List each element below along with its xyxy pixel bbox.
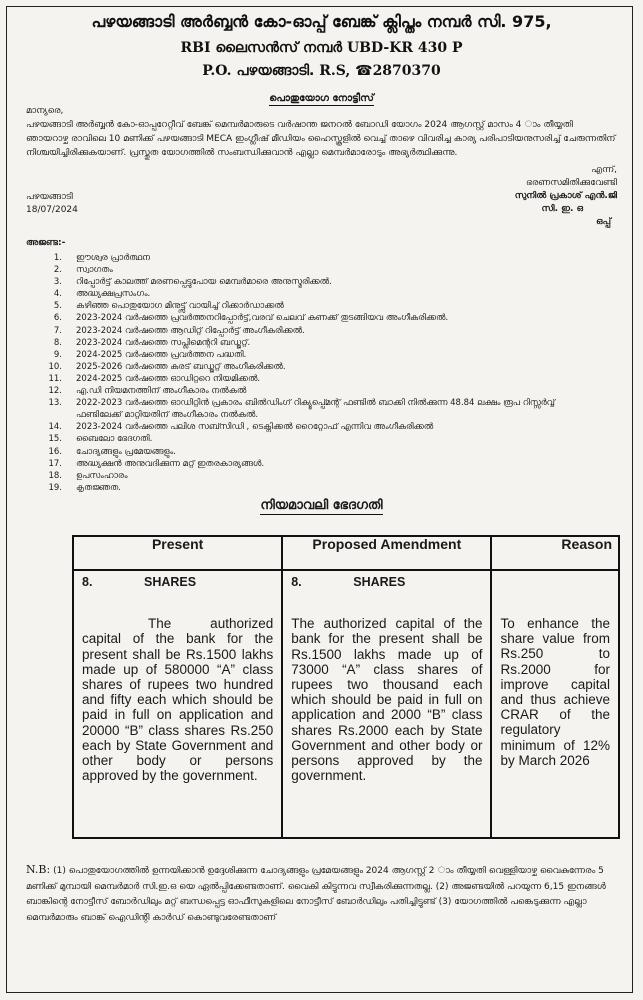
agenda-item-text: അദ്ധ്യക്ഷപ്രസംഗം. <box>76 289 151 300</box>
agenda-item-number: 1. <box>53 253 62 263</box>
phone-icon: ☎ <box>355 63 373 79</box>
bank-name: പഴയങ്ങാടി അർബ്ബൻ കോ-ഓപ്പ് ബേങ്ക് ക്ലിപ്തം നമ്പർ സി. 975, <box>91 12 552 31</box>
signer-designation: സി. ഇ. ഒ <box>541 204 583 214</box>
agenda-item <box>26 312 596 324</box>
signature-mark: ഒപ്പ് <box>596 217 611 227</box>
column-header-present: Present <box>73 536 282 570</box>
salutation: മാന്യരെ, <box>26 106 64 116</box>
license-line <box>0 40 643 56</box>
nb-note <box>26 862 616 926</box>
agenda-item-number: 7. <box>53 325 62 336</box>
nb-text: (1) പൊതുയോഗത്തിൽ ഉന്നയിക്കാൻ ഉദ്ദേശിക്കുന്ന ചോദ്യങ്ങളും പ്രമേയങ്ങളും 2024 ആഗസ്റ്റ് 2 ാം തീയ്യതി വെള്ളിയാഴ്ച വൈകുന്നേരം 5 മണിക്ക് മുമ്പായി മെമ്പർമാർ സി.ഇ.ഒ യെ ഏൽപ്പിക്കേണ്ടതാണ്. വൈകി കിട്ടുന്നവ സ്വീകരിക്കുന്നതല്ല. (2) അജണ്ടയിൽ പറയുന്ന 6,15 ഇനങ്ങൾ ബാങ്കിന്റെ നോട്ടീസ് ബോർഡിലും മറ്റ് ബന്ധപ്പെട്ട ഓഫീസുകളിലെ നോട്ടീസ് ബോർഡിലും പതിച്ചിട്ടുണ്ട് (3) യോഗത്തിൽ പങ്കെടുക്കുന്ന എല്ലാ മെമ്പർമാരും ബാങ്ക് ഐഡിന്റി കാർഡ് കൊണ്ടുവരേണ്ടതാണ് <box>26 866 606 923</box>
agenda-item-text: എ.ഡി നിയമനത്തിന് അംഗീകാരം നൽകൽ <box>76 386 247 397</box>
license-label: ലൈസൻസ് നമ്പർ <box>215 40 343 56</box>
agenda-item-text: 2023-2024 വർഷത്തെ പലിശ സബ്സിഡി , ടെക്നിക്കൽ റൈറ്റോഫ് എന്നിവ അംഗീകരിക്കൽ <box>76 422 434 433</box>
agenda-item <box>26 252 596 264</box>
column-header-reason: Reason <box>491 536 619 570</box>
section-heading: 8. SHARES <box>291 575 406 589</box>
agenda-item-text: ഈശ്വര പ്രാർത്ഥന <box>76 253 151 263</box>
agenda-list <box>26 252 596 494</box>
amendment-table <box>72 535 620 839</box>
agenda-item <box>26 470 596 482</box>
agenda-item-number: 19. <box>48 482 62 493</box>
date: 18/07/2024 <box>26 205 78 215</box>
agenda-item <box>26 446 596 458</box>
agenda-item-text: 2023-2024 വർഷത്തെ പ്രവർത്തനറിപ്പോർട്ട്,വരവ് ചെലവ് കണക്ക് തുടങ്ങിയവ അംഗീകരിക്കൽ. <box>76 313 449 324</box>
agenda-item-number: 6. <box>53 313 62 324</box>
agenda-item-text: സ്വാഗതം <box>76 265 113 276</box>
agenda-item-text: 2023-2024 വർഷത്തെ സപ്ലിമെന്ററി ബഡ്ജറ്റ്. <box>76 337 251 348</box>
agenda-item-text: കൃതജ്ഞത. <box>76 482 121 493</box>
reason-text: To enhance the share value from Rs.250 to Rs.2000 for improve capital and thus achieve CRAR of the regulatory minimum of 12% by March 2026 <box>500 616 610 768</box>
agenda-item-text: ഉപസംഹാരം <box>76 470 128 481</box>
agenda-item-text: 2025-2026 വർഷത്തെ കരട് ബഡ്ജറ്റ് അംഗീകരിക്കൽ. <box>76 361 286 372</box>
agenda-heading: അജണ്ട:- <box>26 238 66 248</box>
signature-line: എന്ന്, <box>591 165 617 175</box>
section-heading: 8. SHARES <box>82 575 197 589</box>
agenda-item <box>26 325 596 337</box>
agenda-item-number: 12. <box>48 386 62 397</box>
present-text: The authorized capital of the bank for the present shall be Rs.1500 lakhs made up of 580000 “A” class shares of rupees two hundred and fifty each which should be paid in full on application and 20000 “B” class shares Rs.250 each by State Government and other body or persons approved by the government. <box>82 616 274 784</box>
agenda-item-text: ബൈലോ ഭേദഗതി. <box>76 434 153 445</box>
agenda-item <box>26 482 596 494</box>
agenda-item-number: 4. <box>53 289 62 300</box>
agenda-item-number: 16. <box>48 446 62 457</box>
agenda-item-number: 10. <box>48 361 62 372</box>
rs-code: R.S, <box>319 63 351 79</box>
address-line <box>0 63 643 79</box>
agenda-item <box>26 349 596 361</box>
reason-cell <box>491 570 619 838</box>
agenda-item <box>26 300 596 312</box>
agenda-item-number: 9. <box>53 349 62 360</box>
agenda-item-text: കഴിഞ്ഞ പൊതുയോഗ മിനുട്ട്സ് വായിച്ച് റിക്കാർഡാക്കൽ <box>76 301 284 312</box>
agenda-item-text: 2022-2023 വർഷത്തെ ഓഡിറ്റിൻ പ്രകാരം ബിൽഡിംഗ് റിക്യൂപ്പ്മെന്റ് ഫണ്ടിൽ ബാക്കി നിൽക്കുന്ന 48.84 ലക്ഷം രൂപ റിസ്സർവ്വ് ഫണ്ടിലേക്ക് മാറ്റിയതിന് അംഗീകാരം നൽകൽ. <box>76 398 555 421</box>
agenda-item <box>26 264 596 276</box>
agenda-item-text: 2023-2024 വർഷത്തെ ആഡിറ്റ് റിപ്പോർട്ട് അംഗീകരിക്കൽ. <box>76 325 305 336</box>
agenda-item-text: അദ്ധ്യക്ഷൻ അനുവദിക്കുന്ന മറ്റ് ഇതരകാര്യങ്ങൾ. <box>76 458 265 469</box>
phone-number: 2870370 <box>372 63 441 79</box>
amendment-title: നിയമാവലി ഭേദഗതി <box>260 498 383 513</box>
present-cell <box>73 570 282 838</box>
agenda-item-number: 8. <box>53 337 62 348</box>
agenda-item-number: 13. <box>48 398 62 409</box>
table-header-row <box>73 536 619 570</box>
agenda-item-text: ചോദ്യങ്ങളും പ്രമേയങ്ങളും. <box>76 446 176 457</box>
agenda-item <box>26 421 596 433</box>
po-prefix: P.O. <box>202 63 232 79</box>
table-row <box>73 570 619 838</box>
agenda-item <box>26 361 596 373</box>
agenda-item-number: 5. <box>53 301 62 312</box>
signer-name: സുനിൽ പ്രകാശ് എൻ.ജി <box>514 191 617 201</box>
notice-title: പൊതുയോഗ നോട്ടീസ് <box>269 93 374 104</box>
agenda-item-text: റിപ്പോർട്ട് കാലത്ത് മരണപ്പെട്ടുപോയ മെമ്പർമാരെ അനുസ്മരിക്കൽ. <box>76 277 332 288</box>
proposed-text: The authorized capital of the bank for the present shall be Rs.1500 lakhs made up of 73000 “A” class shares of rupees two thousand each which should be paid in full on application and 2000 “B” class shares Rs.2000 each by State Government and other body or persons approved by the government. <box>291 616 483 784</box>
agenda-item <box>26 276 596 288</box>
agenda-item-number: 17. <box>48 458 62 469</box>
signature-block <box>417 164 617 229</box>
agenda-item-number: 2. <box>53 265 62 276</box>
agenda-item-text: 2024-2025 വർഷത്തെ ഓഡിറ്ററെ നിയമിക്കൽ. <box>76 373 261 384</box>
agenda-item <box>26 288 596 300</box>
license-number: UBD-KR 430 P <box>346 40 463 56</box>
po-place: പഴയങ്ങാടി. <box>236 63 315 79</box>
agenda-item-number: 3. <box>53 277 62 288</box>
agenda-item <box>26 458 596 470</box>
agenda-item-number: 15. <box>48 434 62 445</box>
agenda-item <box>26 385 596 397</box>
rbi-prefix: RBI <box>180 40 211 56</box>
agenda-item-number: 11. <box>48 373 62 384</box>
agenda-item-number: 18. <box>48 470 62 481</box>
agenda-item <box>26 337 596 349</box>
notice-body: പഴയങ്ങാടി അർബ്ബൻ കോ-ഓപ്പറേറ്റീവ് ബേങ്ക് മെമ്പർമാരുടെ വർഷാന്ത ജനറൽ ബോഡി യോഗം 2024 ആഗസ്റ്റ് മാസം 4 ാം തീയ്യതി ഞായറാഴ്ച രാവിലെ 10 മണിക്ക് പഴയങ്ങാടി MECA ഇംഗ്ലീഷ് മീഡിയം ഹൈസ്കൂളിൽ വെച്ച് താഴെ വിവരിച്ച കാര്യ പരിപാടിയനുസരിച്ച് ചേരുന്നതിന് നിശ്ചയിച്ചിരിക്കുകയാണ്. പ്രസ്തുത യോഗത്തിൽ സംബന്ധിക്കുവാൻ എല്ലാ മെമ്പർമാരോടും അഭ്യർത്ഥിക്കുന്നു. <box>26 120 616 158</box>
nb-label: N.B: <box>26 863 51 876</box>
agenda-item-number: 14. <box>48 422 62 433</box>
proposed-cell <box>282 570 491 838</box>
signature-line: ഭരണസമിതിക്കുവേണ്ടി <box>526 178 617 188</box>
agenda-item <box>26 397 596 421</box>
agenda-item <box>26 433 596 445</box>
agenda-item <box>26 373 596 385</box>
column-header-proposed: Proposed Amendment <box>282 536 491 570</box>
place: പഴയങ്ങാടി <box>26 192 73 202</box>
agenda-item-text: 2024-2025 വർഷത്തെ പ്രവർത്തന പദ്ധതി. <box>76 349 247 360</box>
